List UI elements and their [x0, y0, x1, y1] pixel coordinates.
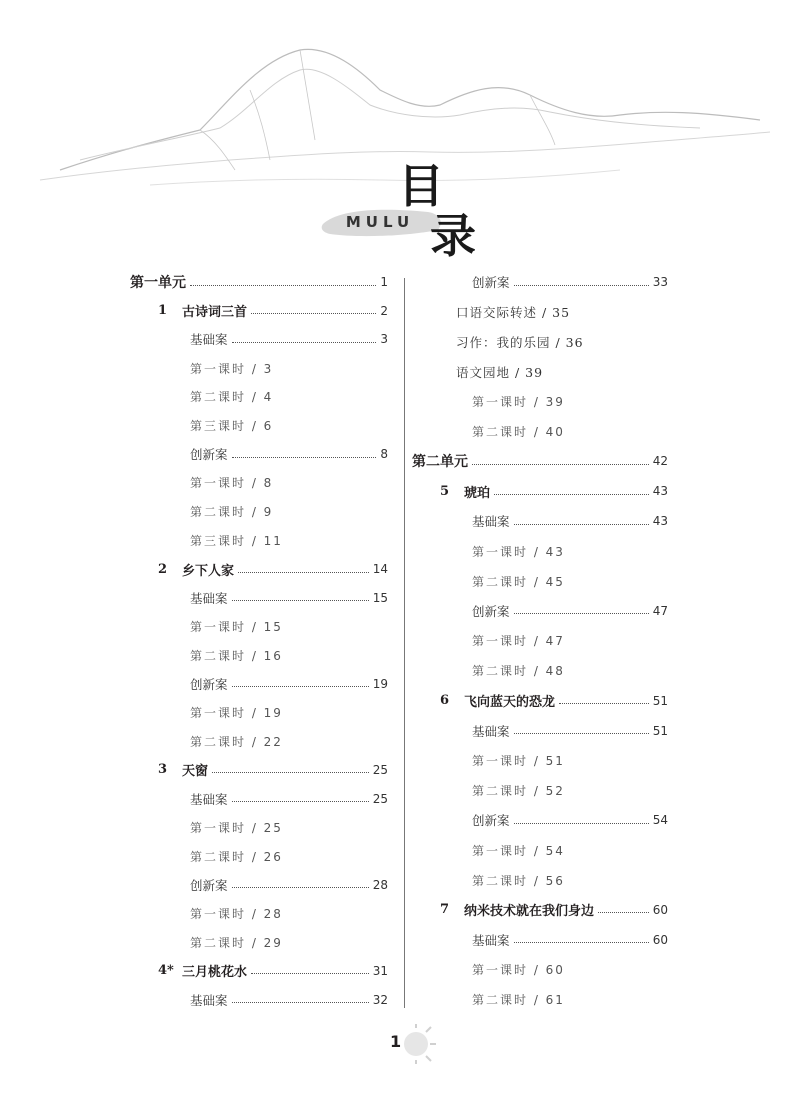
toc-label: 第二课时 / 9 — [190, 505, 274, 520]
dot-leader — [514, 285, 649, 286]
toc-label: 基础案 — [472, 514, 510, 530]
dot-leader — [251, 313, 376, 314]
dot-leader — [232, 457, 377, 458]
toc-label: 古诗词三首 — [182, 305, 248, 321]
toc-label: 乡下人家 — [182, 563, 235, 579]
page-ref: 2 — [380, 303, 388, 318]
dot-leader — [514, 823, 649, 824]
page-ref: 54 — [652, 813, 668, 828]
toc-label: 第二课时 / 52 — [472, 783, 565, 798]
dot-leader — [232, 686, 369, 687]
toc-lesson[interactable] — [158, 299, 388, 323]
page-ref: 25 — [372, 762, 388, 777]
toc-label: 基础案 — [190, 791, 228, 807]
page-ref: 42 — [652, 454, 668, 469]
page-title-char1: 目 — [398, 159, 446, 213]
dot-leader — [559, 703, 649, 704]
toc-label: 基础案 — [190, 590, 228, 606]
toc-lesson[interactable] — [158, 557, 388, 581]
toc-label: 习作：我的乐园 / 36 — [456, 334, 584, 350]
dot-leader — [514, 733, 649, 734]
toc-label: 第二课时 / 61 — [472, 993, 565, 1008]
toc-extra[interactable] — [456, 330, 668, 354]
page-number: 1 — [390, 1032, 402, 1051]
toc-label: 第二课时 / 26 — [190, 849, 283, 864]
lesson-number: 3 — [158, 762, 168, 778]
toc-label: 第三课时 / 6 — [190, 419, 274, 433]
toc-period[interactable] — [190, 815, 388, 839]
toc-label: 三月桃花水 — [182, 965, 248, 981]
toc-period[interactable] — [472, 748, 668, 772]
dot-leader — [238, 572, 369, 573]
toc-sub[interactable] — [472, 270, 668, 294]
toc-period[interactable] — [190, 385, 388, 409]
toc-label: 第一课时 / 19 — [190, 706, 283, 720]
toc-sub[interactable] — [190, 586, 388, 610]
toc-period[interactable] — [472, 838, 668, 862]
toc-label: 第一课时 / 15 — [190, 619, 283, 634]
toc-label: 第一课时 / 28 — [190, 906, 283, 921]
page-ref: 33 — [652, 275, 668, 289]
toc-label: 第二课时 / 45 — [472, 574, 565, 589]
mountain-illustration — [0, 20, 790, 220]
page-ref: 14 — [372, 562, 388, 576]
toc-label: 创新案 — [190, 676, 228, 692]
toc-label: 纳米技术就在我们身边 — [464, 904, 595, 920]
page-title-char2: 录 — [430, 209, 476, 263]
page-ref: 31 — [372, 963, 388, 978]
toc-label: 第二课时 / 4 — [190, 390, 274, 405]
toc-label: 天窗 — [182, 764, 209, 780]
toc-extra[interactable] — [456, 360, 668, 384]
toc-label: 第一课时 / 3 — [190, 361, 274, 376]
lesson-number: 4* — [158, 963, 174, 979]
dot-leader — [494, 494, 649, 495]
toc-period[interactable] — [472, 420, 668, 444]
page-ref: 51 — [652, 723, 668, 738]
toc-label: 第一课时 / 39 — [472, 395, 565, 410]
toc-period[interactable] — [190, 356, 388, 380]
page-ref: 8 — [380, 447, 388, 462]
page-ref: 1 — [380, 275, 388, 289]
toc-label: 创新案 — [190, 447, 228, 463]
toc-label: 第一课时 / 8 — [190, 476, 274, 491]
page-ref: 60 — [652, 902, 668, 917]
column-divider — [404, 278, 405, 1008]
header-banner — [0, 0, 790, 263]
toc-lesson[interactable] — [440, 689, 668, 713]
page-ref: 43 — [652, 514, 668, 529]
toc-period[interactable] — [472, 988, 668, 1012]
page-ref: 19 — [372, 676, 388, 691]
toc-lesson[interactable] — [158, 758, 388, 782]
toc-sub[interactable] — [472, 808, 668, 832]
toc-label: 创新案 — [472, 813, 510, 829]
toc-lesson[interactable] — [440, 479, 668, 503]
toc-label: 第一单元 — [130, 275, 186, 291]
toc-label: 第二课时 / 56 — [472, 873, 565, 888]
toc-label: 基础案 — [190, 332, 228, 348]
toc-period[interactable] — [190, 844, 388, 868]
page-ref: 3 — [380, 332, 388, 347]
toc-label: 基础案 — [472, 932, 510, 948]
toc-period[interactable] — [190, 901, 388, 925]
dot-leader — [232, 342, 377, 343]
toc-label: 第一课时 / 60 — [472, 963, 565, 978]
toc-period[interactable] — [472, 958, 668, 982]
page-ref: 47 — [652, 603, 668, 618]
toc-period[interactable] — [190, 930, 388, 954]
page-ref: 43 — [652, 484, 668, 499]
toc-period[interactable] — [190, 414, 388, 438]
toc-period[interactable] — [190, 643, 388, 667]
toc-sub[interactable] — [190, 873, 388, 897]
lesson-number: 6 — [440, 693, 450, 709]
toc-sub[interactable] — [190, 327, 388, 351]
lesson-number: 1 — [158, 303, 168, 319]
toc-period[interactable] — [190, 701, 388, 725]
toc-period[interactable] — [472, 569, 668, 593]
toc-label: 创新案 — [190, 877, 228, 893]
toc-label: 第三课时 / 11 — [190, 533, 283, 548]
toc-label: 基础案 — [190, 992, 228, 1008]
dot-leader — [514, 613, 649, 614]
toc-period[interactable] — [190, 500, 388, 524]
toc-sub[interactable] — [190, 442, 388, 466]
toc-label: 飞向蓝天的恐龙 — [464, 695, 556, 711]
toc-label: 第一课时 / 51 — [472, 753, 565, 768]
dot-leader — [472, 464, 649, 465]
dot-leader — [598, 912, 649, 913]
subtitle-mulu: MULU — [345, 213, 415, 231]
toc-period[interactable] — [472, 390, 668, 414]
toc-period[interactable] — [472, 629, 668, 653]
toc-label: 第二课时 / 22 — [190, 734, 283, 749]
toc-label: 第一课时 / 47 — [472, 634, 565, 649]
toc-period[interactable] — [472, 659, 668, 683]
toc-period[interactable] — [472, 778, 668, 802]
toc-label: 第二课时 / 29 — [190, 935, 283, 950]
toc-label: 第二课时 / 16 — [190, 648, 283, 663]
toc-label: 第二课时 / 48 — [472, 664, 565, 679]
toc-sub[interactable] — [472, 599, 668, 623]
toc-period[interactable] — [472, 539, 668, 563]
lesson-number: 7 — [440, 902, 450, 918]
toc-label: 第一课时 / 25 — [190, 820, 283, 835]
toc-label: 第二单元 — [412, 454, 468, 471]
toc-label: 口语交际转述 / 35 — [456, 304, 571, 320]
toc-label: 创新案 — [472, 603, 510, 619]
toc-label: 第一课时 / 54 — [472, 843, 565, 858]
dot-leader — [232, 600, 369, 601]
dot-leader — [514, 942, 649, 943]
page-ref: 15 — [372, 590, 388, 605]
toc-sub[interactable] — [190, 672, 388, 696]
toc-period[interactable] — [190, 528, 388, 552]
toc-label: 基础案 — [472, 723, 510, 739]
dot-leader — [232, 1002, 369, 1003]
toc-period[interactable] — [190, 471, 388, 495]
dot-leader — [232, 801, 369, 802]
toc-label: 第二课时 / 40 — [472, 425, 565, 439]
sun-icon — [398, 1024, 438, 1064]
toc-label: 琥珀 — [464, 485, 491, 501]
page-ref: 25 — [372, 791, 388, 806]
lesson-number: 5 — [440, 483, 450, 499]
toc-extra[interactable] — [456, 300, 668, 324]
toc-lesson[interactable] — [158, 959, 388, 983]
page-ref: 28 — [372, 877, 388, 892]
lesson-number: 2 — [158, 561, 168, 577]
toc-sub[interactable] — [472, 509, 668, 533]
dot-leader — [514, 524, 649, 525]
dot-leader — [251, 973, 369, 974]
page-ref: 60 — [652, 932, 668, 947]
toc-period[interactable] — [472, 868, 668, 892]
toc-sub[interactable] — [190, 787, 388, 811]
toc-unit[interactable] — [130, 270, 388, 294]
toc-label: 语文园地 / 39 — [456, 364, 544, 380]
dot-leader — [212, 772, 369, 773]
toc-label: 第一课时 / 43 — [472, 544, 565, 559]
toc-lesson[interactable] — [440, 898, 668, 922]
toc-unit[interactable] — [412, 449, 668, 473]
dot-leader — [232, 887, 369, 888]
toc-sub[interactable] — [190, 988, 388, 1012]
toc-sub[interactable] — [472, 928, 668, 952]
toc-period[interactable] — [190, 729, 388, 753]
toc-sub[interactable] — [472, 719, 668, 743]
toc-label: 创新案 — [472, 275, 510, 290]
toc-period[interactable] — [190, 614, 388, 638]
page-ref: 32 — [372, 992, 388, 1007]
dot-leader — [190, 285, 376, 286]
page-ref: 51 — [652, 693, 668, 708]
